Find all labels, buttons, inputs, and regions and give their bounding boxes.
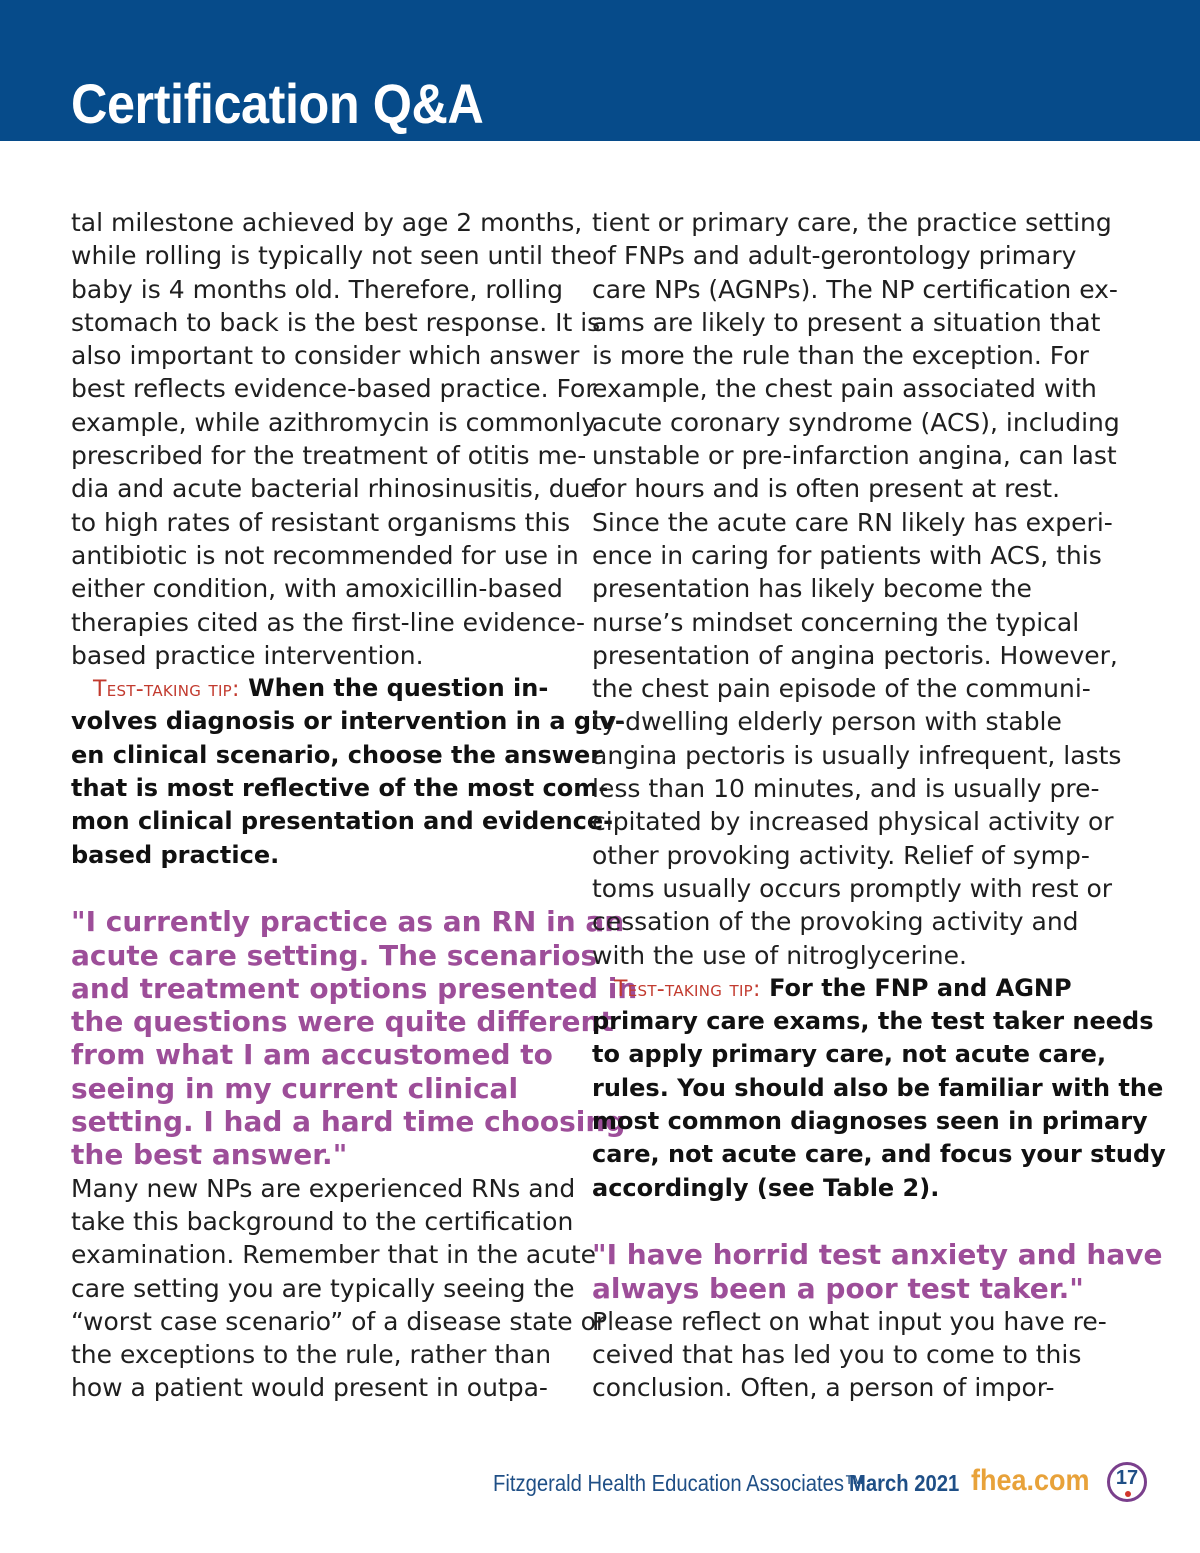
text-line: less than 10 minutes, and is usually pre- [592,774,1100,804]
left-question-heading [71,905,638,1172]
question-line: the questions were quite different [71,1005,614,1039]
question-line: always been a poor test taker." [592,1271,1084,1305]
text-line: toms usually occurs promptly with rest or [592,873,1113,903]
text-line: care NPs (AGNPs). The NP certification ex- [592,274,1118,304]
tip-label: Test-taking tip: [614,976,761,1002]
text-line: best reflects evidence-based practice. For [71,374,596,404]
footer-website-link[interactable]: fhea.com [971,1464,1090,1497]
text-line: the chest pain episode of the communi- [592,674,1091,704]
text-line: acute coronary syndrome (ACS), including [592,407,1120,437]
text-line: of FNPs and adult-gerontology primary [592,241,1077,271]
question-line: "I have horrid test anxiety and have [592,1238,1163,1272]
text-line: is more the rule than the exception. For [592,341,1089,371]
text-line: nurse’s mindset concerning the typical [592,607,1080,637]
text-line: Please reflect on what input you have re- [592,1306,1107,1336]
text-line: Many new NPs are experienced RNs and [71,1173,576,1203]
text-line: baby is 4 months old. Therefore, rolling [71,274,563,304]
question-line: from what I am accustomed to [71,1038,553,1072]
text-line: to high rates of resistant organisms this [71,507,571,537]
text-line: antibiotic is not recommended for use in [71,540,579,570]
left-column [71,206,638,1405]
text-line: ceived that has led you to come to this [592,1340,1082,1370]
right-answer-paragraph [592,1305,1107,1405]
text-line: “worst case scenario” of a disease state or [71,1306,607,1336]
left-intro-paragraph [71,206,601,672]
spacer [592,1205,1092,1238]
footer-date: March 2021 [849,1470,960,1496]
footer-organization: Fitzgerald Health Education Associates™ [493,1470,865,1496]
right-column [592,206,1166,1405]
text-line: example, the chest pain associated with [592,374,1097,404]
tip-line: primary care exams, the test taker needs [592,1007,1154,1036]
question-line: and treatment options presented in [71,971,638,1005]
text-line: also important to consider which answer [71,341,580,371]
text-line: care setting you are typically seeing the [71,1273,575,1303]
left-answer-paragraph [71,1172,607,1405]
page-number: 17 [1115,1467,1139,1489]
tip-line: accordingly (see Table 2). [592,1173,940,1202]
text-line: for hours and is often present at rest. [592,474,1061,504]
left-test-taking-tip [71,672,625,872]
text-line: ty-dwelling elderly person with stable [592,707,1062,737]
tip-line: based practice. [71,840,280,869]
tip-line: to apply primary care, not acute care, [592,1040,1107,1069]
question-line: acute care setting. The scenarios [71,938,598,972]
text-line: therapies cited as the first-line evidence- [71,607,586,637]
tip-text: When the question in- [248,674,549,703]
tip-line: rules. You should also be familiar with the [592,1073,1164,1102]
right-test-taking-tip [592,972,1166,1205]
text-line: how a patient would present in outpa- [71,1373,548,1403]
question-line: "I currently practice as an RN in an [71,905,625,939]
tip-first-line [592,972,1092,1005]
text-line: either condition, with amoxicillin-based [71,574,563,604]
text-line: other provoking activity. Relief of symp- [592,840,1090,870]
text-line: prescribed for the treatment of otitis me- [71,441,587,471]
text-line: while rolling is typically not seen until the [71,241,592,271]
right-intro-paragraph [592,206,1122,972]
tip-line: that is most reflective of the most com- [71,774,609,803]
question-line: seeing in my current clinical [71,1071,519,1105]
question-line: the best answer." [71,1138,348,1172]
page-title: Certification Q&A [71,72,484,135]
page-number-badge [1107,1462,1147,1502]
text-line: cipitated by increased physical activity or [592,807,1114,837]
text-line: stomach to back is the best response. It is [71,307,601,337]
text-line: based practice intervention. [71,640,424,670]
text-line: the exceptions to the rule, rather than [71,1340,552,1370]
text-line: conclusion. Often, a person of impor- [592,1373,1055,1403]
text-line: ams are likely to present a situation that [592,307,1101,337]
text-line: examination. Remember that in the acute [71,1240,597,1270]
text-line: take this background to the certification [71,1206,574,1236]
text-line: with the use of nitroglycerine. [592,940,967,970]
question-line: setting. I had a hard time choosing [71,1105,626,1139]
tip-line: en clinical scenario, choose the answer [71,740,603,769]
text-line: unstable or pre-infarction angina, can last [592,441,1117,471]
text-line: presentation of angina pectoris. However, [592,640,1118,670]
spacer [71,872,571,905]
text-line: ence in caring for patients with ACS, this [592,540,1102,570]
tip-line: most common diagnoses seen in primary [592,1107,1148,1136]
text-line: tal milestone achieved by age 2 months, [71,208,583,237]
text-line: presentation has likely become the [592,574,1032,604]
right-question-heading [592,1238,1163,1305]
tip-line: care, not acute care, and focus your study [592,1140,1166,1169]
text-line: angina pectoris is usually infrequent, lasts [592,740,1122,770]
tip-first-line [71,672,571,705]
text-line: dia and acute bacterial rhinosinusitis, due [71,474,596,504]
tip-line: volves diagnosis or intervention in a giv- [71,707,625,736]
text-line: cessation of the provoking activity and [592,907,1079,937]
badge-dot-icon [1125,1491,1131,1497]
page-footer [493,1462,1153,1506]
text-line: example, while azithromycin is commonly [71,407,597,437]
tip-label: Test-taking tip: [93,677,240,703]
header-banner [0,0,1200,141]
text-line: Since the acute care RN likely has experi- [592,507,1113,537]
text-line: tient or primary care, the practice setting [592,208,1112,237]
tip-line: mon clinical presentation and evidence- [71,807,614,836]
tip-text: For the FNP and AGNP [769,973,1072,1002]
